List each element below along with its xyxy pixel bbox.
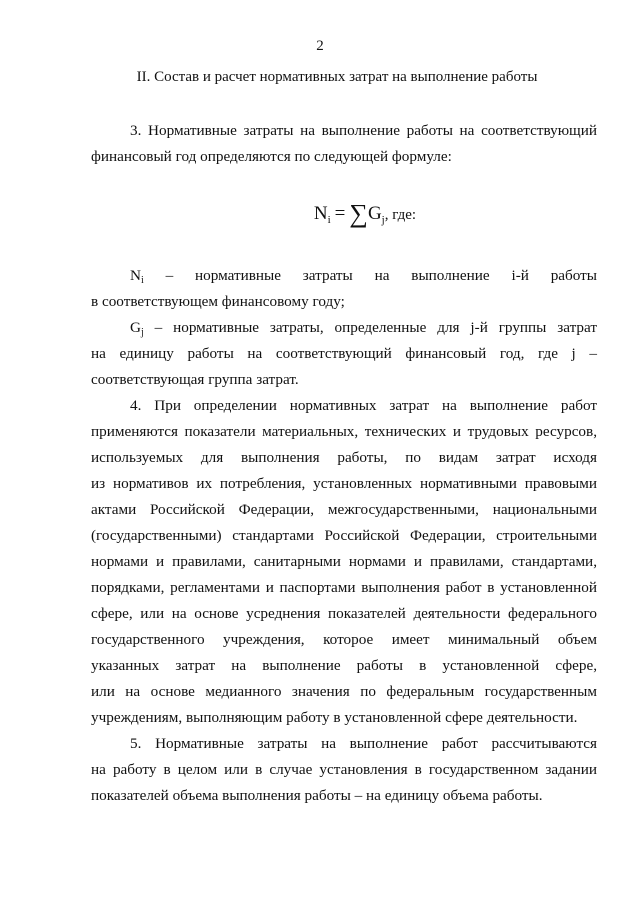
paragraph-5-line: 5. Нормативные затраты на выполнение работ рассчитываются (130, 735, 597, 752)
paragraph-4-line: порядками, регламентами и паспортами выполнения работ в установленной (91, 579, 597, 596)
section-heading: II. Состав и расчет нормативных затрат на выполнение работы (136, 69, 538, 85)
formula-lhs-subscript: i (327, 214, 331, 227)
formula-sum-sign: ∑ (349, 199, 368, 228)
definition-g-line-2: на единицу работы на соответствующий финансовый год, где j – (91, 345, 597, 362)
paragraph-4-line: государственного учреждения, которое имеет минимальный объем (91, 631, 597, 648)
page-number: 2 (316, 38, 324, 54)
formula-rhs: G (367, 203, 382, 224)
paragraph-4-line: или на основе медианного значения по федеральным государственным (91, 683, 597, 700)
paragraph-4-line: указанных затрат на выполнение работы в установленной сфере, (91, 657, 597, 674)
definition-g-line-1 (91, 315, 597, 341)
definition-n-line-2: в соответствующем финансовому году; (91, 293, 345, 310)
definition-n-text: – нормативные затраты на выполнение i-й работы (165, 267, 598, 284)
paragraph-4-line: применяются показатели материальных, технических и трудовых ресурсов, (91, 423, 597, 440)
paragraph-4-line: из нормативов их потребления, установленных нормативными правовыми (91, 475, 597, 492)
paragraph-3-line-2: финансовый год определяются по следующей формуле: (91, 148, 452, 165)
paragraph-5 (91, 731, 597, 809)
definition-g-text: – нормативные затраты, определенные для j-й группы затрат (154, 319, 597, 336)
formula (0, 199, 640, 229)
formula-equals: = (334, 203, 346, 224)
definition-g-symbol: G (130, 319, 141, 336)
formula-suffix: , где: (384, 207, 417, 223)
paragraph-4-line: используемых для выполнения работы, по видам затрат исходя (91, 449, 597, 466)
paragraph-4-line: учреждениям, выполняющим работу в установленной сфере деятельности. (91, 709, 578, 726)
definition-n-symbol: N (130, 267, 141, 284)
definition-g (91, 315, 597, 393)
formula-rhs-subscript: j (381, 214, 385, 227)
paragraph-4-line: 4. При определении нормативных затрат на выполнение работ (130, 397, 597, 414)
paragraph-4-line: актами Российской Федерации, межгосударственными, национальными (91, 501, 597, 518)
paragraph-3-line-1: 3. Нормативные затраты на выполнение работы на соответствующий (130, 122, 597, 139)
definition-g-subscript: j (140, 327, 144, 338)
formula-lhs: N (313, 203, 328, 224)
definition-n (91, 263, 597, 315)
paragraph-5-line: на работу в целом или в случае установления в государственном задании (91, 761, 597, 778)
paragraph-4 (91, 393, 597, 731)
paragraph-3 (91, 118, 597, 170)
paragraph-4-line: (государственными) стандартами Российской Федерации, строительными (91, 527, 597, 544)
paragraph-5-line: показателей объема выполнения работы – на единицу объема работы. (91, 787, 543, 804)
definition-g-line-3: соответствующая группа затрат. (91, 371, 299, 388)
definition-n-line-1 (91, 263, 597, 289)
paragraph-4-line: нормами и правилами, санитарными нормами и правилами, стандартами, (91, 553, 597, 570)
definition-n-subscript: i (140, 275, 144, 286)
paragraph-4-line: сфере, или на основе усреднения показателей деятельности федерального (91, 605, 597, 622)
